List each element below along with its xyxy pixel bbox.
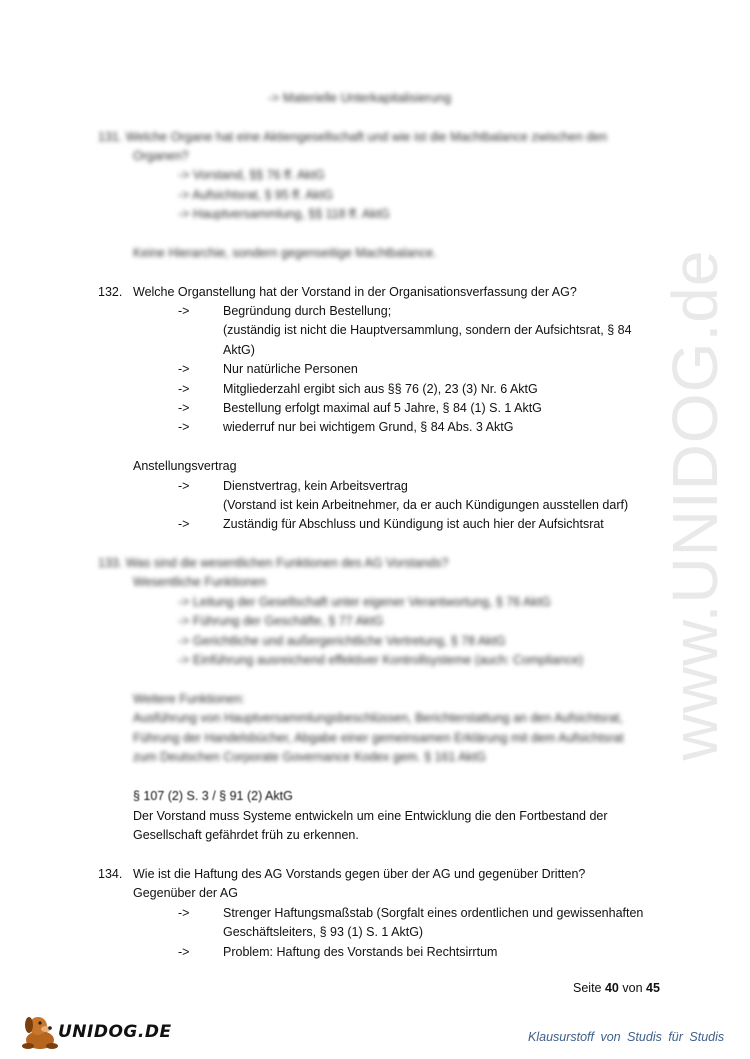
- blurred-line: 131. Welche Organe hat eine Aktiengesellschaft und wie ist die Machtbalance zwischen den: [98, 130, 608, 144]
- list-item: Nur natürliche Personen: [223, 362, 358, 376]
- blurred-line: Keine Hierarchie, sondern gegenseitige Machtbalance.: [133, 246, 437, 260]
- question-text: Wie ist die Haftung des AG Vorstands gegen über der AG und gegenüber Dritten?: [133, 867, 586, 881]
- logo-text: UNIDOG.DE: [58, 1022, 172, 1042]
- blurred-line: Weitere Funktionen:: [133, 692, 245, 706]
- arrow-marker: ->: [178, 304, 190, 318]
- arrow-marker: ->: [178, 382, 190, 396]
- blurred-line: -> Materielle Unterkapitalisierung: [268, 91, 452, 105]
- paragraph-line: Der Vorstand muss Systeme entwickeln um eine Entwicklung die den Fortbestand der: [133, 809, 608, 823]
- watermark-text: www.UNIDOG.de: [659, 249, 731, 761]
- blurred-line: -> Führung der Geschäfte, § 77 AktG: [178, 614, 384, 628]
- arrow-marker: ->: [178, 517, 190, 531]
- legal-reference: § 107 (2) S. 3 / § 91 (2) AktG: [133, 789, 293, 803]
- list-item: Dienstvertrag, kein Arbeitsvertrag: [223, 479, 408, 493]
- section-heading: Anstellungsvertrag: [133, 459, 237, 473]
- blurred-line: -> Vorstand, §§ 76 ff. AktG: [178, 168, 325, 182]
- list-item: Bestellung erfolgt maximal auf 5 Jahre, § 84 (1) S. 1 AktG: [223, 401, 542, 415]
- blurred-line: -> Aufsichtsrat, § 95 ff. AktG: [178, 188, 334, 202]
- blurred-line: Wesentliche Funktionen: [133, 575, 267, 589]
- blurred-line: -> Leitung der Gesellschaft unter eigener Verantwortung, § 76 AktG: [178, 595, 551, 609]
- page-number: [573, 981, 660, 995]
- blurred-line: 133. Was sind die wesentlichen Funktionen des AG Vorstands?: [98, 556, 449, 570]
- arrow-marker: ->: [178, 420, 190, 434]
- watermark: [640, 249, 750, 761]
- page-current: 40: [604, 981, 619, 995]
- paragraph-line: Gesellschaft gefährdet früh zu erkennen.: [133, 828, 359, 842]
- list-item: AktG): [223, 343, 255, 357]
- list-item: Strenger Haftungsmaßstab (Sorgfalt eines ordentlichen und gewissenhaften: [223, 906, 644, 920]
- footer-tagline: Klausurstoff von Studis für Studis: [528, 1030, 725, 1044]
- page-total: 45: [646, 981, 660, 995]
- arrow-marker: ->: [178, 479, 190, 493]
- blurred-line: -> Gerichtliche und außergerichtliche Vertretung, § 78 AktG: [178, 634, 506, 648]
- blurred-line: Ausführung von Hauptversammlungsbeschlüssen, Berichterstattung an den Aufsichtsrat,: [133, 711, 623, 725]
- question-number: 132.: [98, 285, 123, 299]
- blurred-line: Führung der Handelsbücher, Abgabe einer gemeinsamen Erklärung mit dem Aufsichtsrat: [133, 731, 624, 745]
- blurred-line: Organen?: [133, 149, 189, 163]
- list-item: (zuständig ist nicht die Hauptversammlung, sondern der Aufsichtsrat, § 84: [223, 323, 632, 337]
- question-text: Welche Organstellung hat der Vorstand in der Organisationsverfassung der AG?: [133, 285, 577, 299]
- arrow-marker: ->: [178, 945, 190, 959]
- page-mid: von: [622, 981, 643, 995]
- list-item: Geschäftsleiters, § 93 (1) S. 1 AktG): [223, 925, 424, 939]
- list-item: wiederruf nur bei wichtigem Grund, § 84 Abs. 3 AktG: [223, 420, 514, 434]
- section-heading: Gegenüber der AG: [133, 886, 238, 900]
- page-prefix: Seite: [573, 981, 602, 995]
- arrow-marker: ->: [178, 362, 190, 376]
- list-item: Problem: Haftung des Vorstands bei Rechtsirrtum: [223, 945, 498, 959]
- blurred-line: zum Deutschen Corporate Governance Kodex gem. § 161 AktG: [133, 750, 486, 764]
- blurred-line: -> Einführung ausreichend effektiver Kontrollsysteme (auch: Compliance): [178, 653, 584, 667]
- arrow-marker: ->: [178, 906, 190, 920]
- unidog-logo: [18, 1012, 172, 1052]
- list-item: Begründung durch Bestellung;: [223, 304, 392, 318]
- list-item: (Vorstand ist kein Arbeitnehmer, da er auch Kündigungen ausstellen darf): [223, 498, 629, 512]
- question-number: 134.: [98, 867, 123, 881]
- list-item: Zuständig für Abschluss und Kündigung ist auch hier der Aufsichtsrat: [223, 517, 604, 531]
- list-item: Mitgliederzahl ergibt sich aus §§ 76 (2), 23 (3) Nr. 6 AktG: [223, 382, 538, 396]
- dog-icon: [18, 1012, 62, 1052]
- blurred-line: -> Hauptversammlung, §§ 118 ff. AktG: [178, 207, 390, 221]
- arrow-marker: ->: [178, 401, 190, 415]
